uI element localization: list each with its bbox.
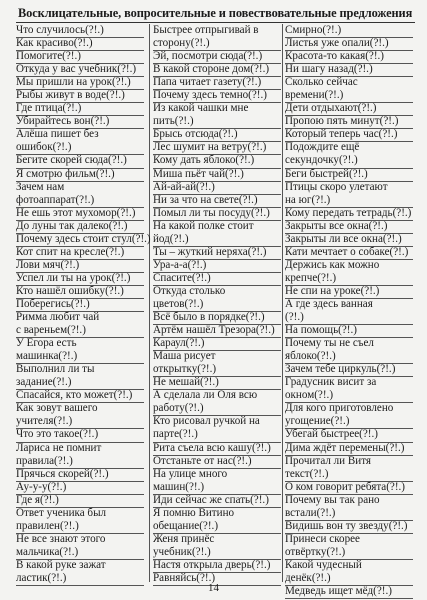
sentence-text: Бегите скорей сюда(?!.) (16, 154, 127, 167)
sentence-cell (153, 246, 281, 260)
sentence-text: Ответ ученика был (16, 506, 107, 519)
sentence-cell (16, 102, 144, 116)
sentence-cell (16, 246, 144, 260)
sentence-text: Закрыты ли все окна(?!.) (285, 232, 402, 245)
sentence-text: Поберегись(?!.) (16, 297, 90, 310)
sentence-text: Иди сейчас же спать(?!.) (153, 493, 269, 506)
sentence-text: Помыл ли ты посуду(?!.) (153, 206, 270, 219)
sentence-cell (153, 507, 281, 534)
sentence-cell (16, 128, 144, 155)
sentence-text: Почему ты не съел (285, 337, 374, 350)
sentence-text: Кому передать тетрадь(?!.) (285, 206, 412, 219)
sentence-cell (153, 194, 281, 208)
sentence-text: Римма любит чай (16, 311, 100, 324)
sentence-text: Ура-а-а(?!.) (153, 258, 207, 271)
sentence-text: Артём нашёл Трезора(?!.) (153, 324, 275, 337)
sentence-text: До луны так далеко(?!.) (16, 219, 128, 232)
sentence-cell (153, 350, 281, 377)
sentence-text: Успел ли ты на урок(?!.) (16, 271, 131, 284)
sentence-cell (285, 128, 413, 142)
sentence-cell (153, 455, 281, 469)
sentence-text: Зачем тебе циркуль(?!.) (285, 363, 396, 376)
sentence-text: открытку(?!.) (153, 363, 217, 376)
sentence-cell (153, 63, 281, 77)
sentence-cell (285, 220, 413, 234)
sentence-text: с вареньем(?!.) (16, 324, 86, 337)
sentence-text: О ком говорит ребята(?!.) (285, 480, 406, 493)
sentence-text: Из какой чашки мне (153, 102, 249, 115)
sentence-cell (16, 232, 151, 247)
sentence-text: В какой руке зажат (16, 558, 106, 571)
sentence-text: Алёша пишет без (16, 128, 99, 141)
sentence-text: На какой полке стоит (153, 219, 254, 232)
page-number: 14 (208, 582, 219, 594)
sentence-cell (16, 298, 144, 312)
sentence-cell (285, 168, 413, 182)
sentence-text: Убегай быстрее(?!.) (285, 428, 378, 441)
sentence-column-2 (153, 24, 281, 585)
sentence-cell (285, 115, 413, 129)
sentence-text: Красота-то какая(?!.) (285, 50, 384, 63)
sentence-text: Листья уже опали(?!.) (285, 37, 389, 50)
sentence-text: Не ешь этот мухомор(?!.) (16, 206, 136, 219)
sentence-text: (?!.) (285, 311, 304, 324)
sentence-text: Помогите(?!.) (16, 50, 81, 63)
sentence-cell (153, 76, 281, 90)
sentence-text: яблоко(?!.) (285, 350, 336, 363)
sentence-text: Закрыты все окна(?!.) (285, 219, 388, 232)
sentence-text: Не все знают этого (16, 532, 106, 545)
sentence-text: Откуда столько (153, 284, 226, 297)
sentence-cell (285, 259, 413, 286)
sentence-text: Лови мяч(?!.) (16, 258, 80, 271)
sentence-cell (285, 233, 413, 247)
sentence-text: Я помню Витино (153, 506, 235, 519)
sentence-cell (285, 324, 413, 338)
sentence-text: Настя открыла дверь(?!.) (153, 558, 271, 571)
sentence-text: Что случилось(?!.) (16, 24, 104, 36)
sentence-cell (285, 520, 413, 534)
sentence-text: Брысь отсюда(?!.) (153, 128, 238, 141)
sentence-cell (153, 559, 281, 573)
sentence-text: Почему здесь темно(?!.) (153, 89, 267, 102)
sentence-text: машинка(?!.) (16, 350, 78, 363)
sentence-text: Кому дать яблоко(?!.) (153, 154, 255, 167)
sentence-cell (16, 89, 144, 103)
sentence-text: учителя(?!.) (16, 415, 73, 428)
column-divider (282, 24, 283, 582)
sentence-text: Всё было в порядке(?!.) (153, 311, 265, 324)
sentence-text: Мы пришли на урок(?!.) (16, 76, 131, 89)
sentence-cell (153, 337, 281, 351)
sentence-cell (285, 181, 413, 208)
sentence-cell (16, 63, 144, 77)
sentence-text: обещание(?!.) (153, 519, 219, 532)
sentence-cell (153, 285, 281, 312)
sentence-text: встали(?!.) (285, 506, 336, 519)
sentence-text: Миша пьёт чай(?!.) (153, 167, 244, 180)
sentence-text: Принеси скорее (285, 532, 360, 545)
sentence-text: Прочитал ли Витя (285, 454, 372, 467)
sentence-cell (153, 141, 281, 155)
sentence-text: Почему вы так рано (285, 493, 380, 506)
sentence-text: Ни шагу назад(?!.) (285, 63, 373, 76)
column-divider (149, 24, 150, 582)
sentence-text: Который теперь час(?!.) (285, 128, 398, 141)
sentence-text: Градусник висит за (285, 376, 377, 389)
sentence-cell (16, 442, 144, 469)
sentence-cell (285, 428, 413, 442)
sentence-text: Кто рисовал ручкой на (153, 415, 260, 428)
sentence-cell (153, 154, 281, 168)
sentence-text: Почему здесь стоит стул(?!.) (16, 232, 151, 245)
sentence-cell (16, 220, 144, 234)
sentence-cell (153, 102, 281, 129)
sentence-cell (153, 181, 281, 195)
sentence-text: правилен(?!.) (16, 519, 79, 532)
sentence-cell (16, 24, 144, 38)
sentence-text: машин(?!.) (153, 480, 205, 493)
sentence-text: Где я(?!.) (16, 493, 59, 506)
sentence-text: На помощь(?!.) (285, 324, 357, 337)
sentence-text: Папа читает газету(?!.) (153, 76, 262, 89)
sentence-cell (285, 455, 413, 482)
sentence-text: Убирайтесь вон(?!.) (16, 115, 110, 128)
sentence-cell (285, 533, 413, 560)
sentence-text: Кто нашёл ошибку(?!.) (16, 284, 124, 297)
sentence-text: Равняйсь(?!.) (153, 571, 216, 584)
sentence-text: Кот спит на кресле(?!.) (16, 245, 125, 258)
sentence-text: Спасайся, кто может(?!.) (16, 389, 133, 402)
sentence-cell (16, 428, 144, 442)
sentence-text: йод(?!.) (153, 232, 189, 245)
sentence-text: угощение(?!.) (285, 415, 350, 428)
sentence-text: на юг(?!.) (285, 193, 331, 206)
sentence-cell (285, 24, 413, 38)
sentence-cell (285, 76, 413, 103)
sentence-text: крепче(?!.) (285, 271, 337, 284)
sentence-cell (16, 259, 144, 273)
sentence-cell (16, 402, 144, 429)
sentence-text: Сколько сейчас (285, 76, 358, 89)
sentence-text: Быстрее отпрыгивай в (153, 24, 259, 36)
sentence-cell (153, 207, 281, 221)
sentence-text: Кати мечтает о собаке(?!.) (285, 245, 409, 258)
sentence-text: Караул(?!.) (153, 337, 205, 350)
sentence-cell (16, 285, 144, 299)
sentence-text: Дима ждёт перемены(?!.) (285, 441, 405, 454)
sentence-cell (16, 481, 144, 495)
sentence-text: ластик(?!.) (16, 571, 67, 584)
sentence-text: цветов(?!.) (153, 297, 204, 310)
sentence-column-3 (285, 24, 413, 598)
sentence-cell (153, 415, 281, 442)
sentence-text: пить(?!.) (153, 115, 194, 128)
sentence-cell (153, 128, 281, 142)
sentence-cell (16, 154, 144, 168)
page-title: Восклицательные, вопросительные и повествовательные предложения (18, 6, 413, 20)
sentence-text: Где птица(?!.) (16, 102, 82, 115)
sentence-text: У Егора есть (16, 337, 77, 350)
sentence-text: учебник(?!.) (153, 545, 211, 558)
sentence-cell (16, 272, 144, 286)
sentence-cell (153, 533, 281, 560)
sentence-cell (285, 207, 413, 221)
sentence-text: На улице много (153, 467, 228, 480)
sentence-cell (16, 507, 144, 534)
sentence-cell (153, 272, 281, 286)
sentence-text: Медведь ищет мёд(?!.) (285, 585, 392, 598)
sentence-text: А сделала ли Оля всю (153, 389, 258, 402)
sentence-text: Прячься скорей(?!.) (16, 467, 109, 480)
sentence-cell (16, 337, 144, 364)
sentence-text: Пропою пять минут(?!.) (285, 115, 399, 128)
sentence-text: Видишь вон ту звезду(?!.) (285, 519, 408, 532)
sentence-text: Беги быстрей(?!.) (285, 167, 368, 180)
sentence-column-1 (16, 24, 151, 585)
sentence-cell (16, 50, 144, 64)
sentence-text: окном(?!.) (285, 389, 334, 402)
sentence-text: Для кого приготовлено (285, 402, 394, 415)
sentence-cell (16, 533, 144, 560)
sentence-text: Лариса не помнит (16, 441, 102, 454)
sentence-cell (16, 311, 144, 338)
sentence-cell (153, 89, 281, 103)
sentence-cell (285, 376, 413, 403)
sentence-text: Зачем нам (16, 180, 65, 193)
sentence-text: Выполнил ли ты (16, 363, 95, 376)
sentence-cell (153, 442, 281, 456)
sentence-text: Маша рисует (153, 350, 216, 363)
sentence-text: Отстаньте от нас(?!.) (153, 454, 252, 467)
sentence-cell (285, 363, 413, 377)
sentence-cell (153, 324, 281, 338)
sentence-text: Я смотрю фильм(?!.) (16, 167, 115, 180)
sentence-cell (16, 363, 144, 390)
sentence-cell (153, 389, 281, 416)
sentence-text: Ай-ай-ай(?!.) (153, 180, 215, 193)
sentence-cell (153, 24, 281, 51)
sentence-cell (16, 168, 144, 182)
sentence-text: сторону(?!.) (153, 37, 210, 50)
sentence-text: парте(?!.) (153, 428, 198, 441)
sentence-cell (285, 298, 413, 325)
sentence-text: денёк(?!.) (285, 571, 331, 584)
sentence-text: Дети отдыхают(?!.) (285, 102, 377, 115)
sentence-cell (285, 337, 413, 364)
sentence-cell (153, 259, 281, 273)
sentence-cell (153, 376, 281, 390)
sentence-text: фотоаппарат(?!.) (16, 193, 95, 206)
sentence-cell (285, 285, 413, 299)
sentence-text: правила(?!.) (16, 454, 73, 467)
sentence-text: Рита съела всю кашу(?!.) (153, 441, 271, 454)
sentence-text: Женя принёс (153, 532, 215, 545)
sentence-cell (285, 102, 413, 116)
sentence-text: Смирно(?!.) (285, 24, 342, 36)
sentence-text: Лес шумит на ветру(?!.) (153, 141, 267, 154)
sentence-text: ошибок(?!.) (16, 141, 72, 154)
sentence-text: Ни за что на свете(?!.) (153, 193, 258, 206)
sentence-cell (285, 481, 413, 495)
sentence-cell (153, 494, 281, 508)
sentence-text: мальчика(?!.) (16, 545, 79, 558)
sentence-cell (16, 181, 144, 208)
sentence-text: времени(?!.) (285, 89, 344, 102)
sentence-cell (153, 50, 281, 64)
sentence-text: Птицы скоро улетают (285, 180, 388, 193)
sentence-cell (285, 402, 413, 429)
sentence-cell (153, 168, 281, 182)
sentence-text: Рыбы живут в воде(?!.) (16, 89, 125, 102)
sentence-text: Держись как можно (285, 258, 380, 271)
title-rule (16, 22, 415, 23)
sentence-text: Откуда у вас учебник(?!.) (16, 63, 137, 76)
sentence-cell (153, 468, 281, 495)
sentence-cell (16, 207, 144, 221)
sentence-cell (285, 494, 413, 521)
sentence-text: В какой стороне дом(?!.) (153, 63, 270, 76)
sentence-text: Ты – жуткий неряха(?!.) (153, 245, 267, 258)
sentence-cell (153, 220, 281, 247)
sentence-text: Спасите(?!.) (153, 271, 211, 284)
sentence-text: Какой чудесный (285, 558, 362, 571)
sentence-cell (285, 141, 413, 168)
sentence-cell (16, 115, 144, 129)
sentence-text: задание(?!.) (16, 376, 72, 389)
sentence-cell (16, 37, 144, 51)
sentence-cell (16, 389, 144, 403)
sentence-cell (16, 76, 144, 90)
sentence-cell (285, 50, 413, 64)
sentence-text: Не мешай(?!.) (153, 376, 219, 389)
sentence-text: работу(?!.) (153, 402, 204, 415)
sentence-text: Подождите ещё (285, 141, 360, 154)
sentence-text: Эй, посмотри сюда(?!.) (153, 50, 263, 63)
sentence-text: секундочку(?!.) (285, 154, 358, 167)
sentence-cell (285, 63, 413, 77)
sentence-text: текст(?!.) (285, 467, 329, 480)
sentence-cell (16, 494, 144, 508)
sentence-text: Ау-у-у(?!.) (16, 480, 67, 493)
sentence-text: А где здесь ванная (285, 297, 373, 310)
sentence-cell (285, 246, 413, 260)
sentence-text: отвёртку(?!.) (285, 545, 346, 558)
sentence-cell (16, 468, 144, 482)
sentence-text: Что это такое(?!.) (16, 428, 99, 441)
sentence-cell (285, 442, 413, 456)
sentence-text: Как зовут вашего (16, 402, 98, 415)
sentence-text: Не спи на уроке(?!.) (285, 284, 380, 297)
sentence-cell (153, 311, 281, 325)
sentence-text: Как красиво(?!.) (16, 37, 93, 50)
sentence-cell (285, 37, 413, 51)
